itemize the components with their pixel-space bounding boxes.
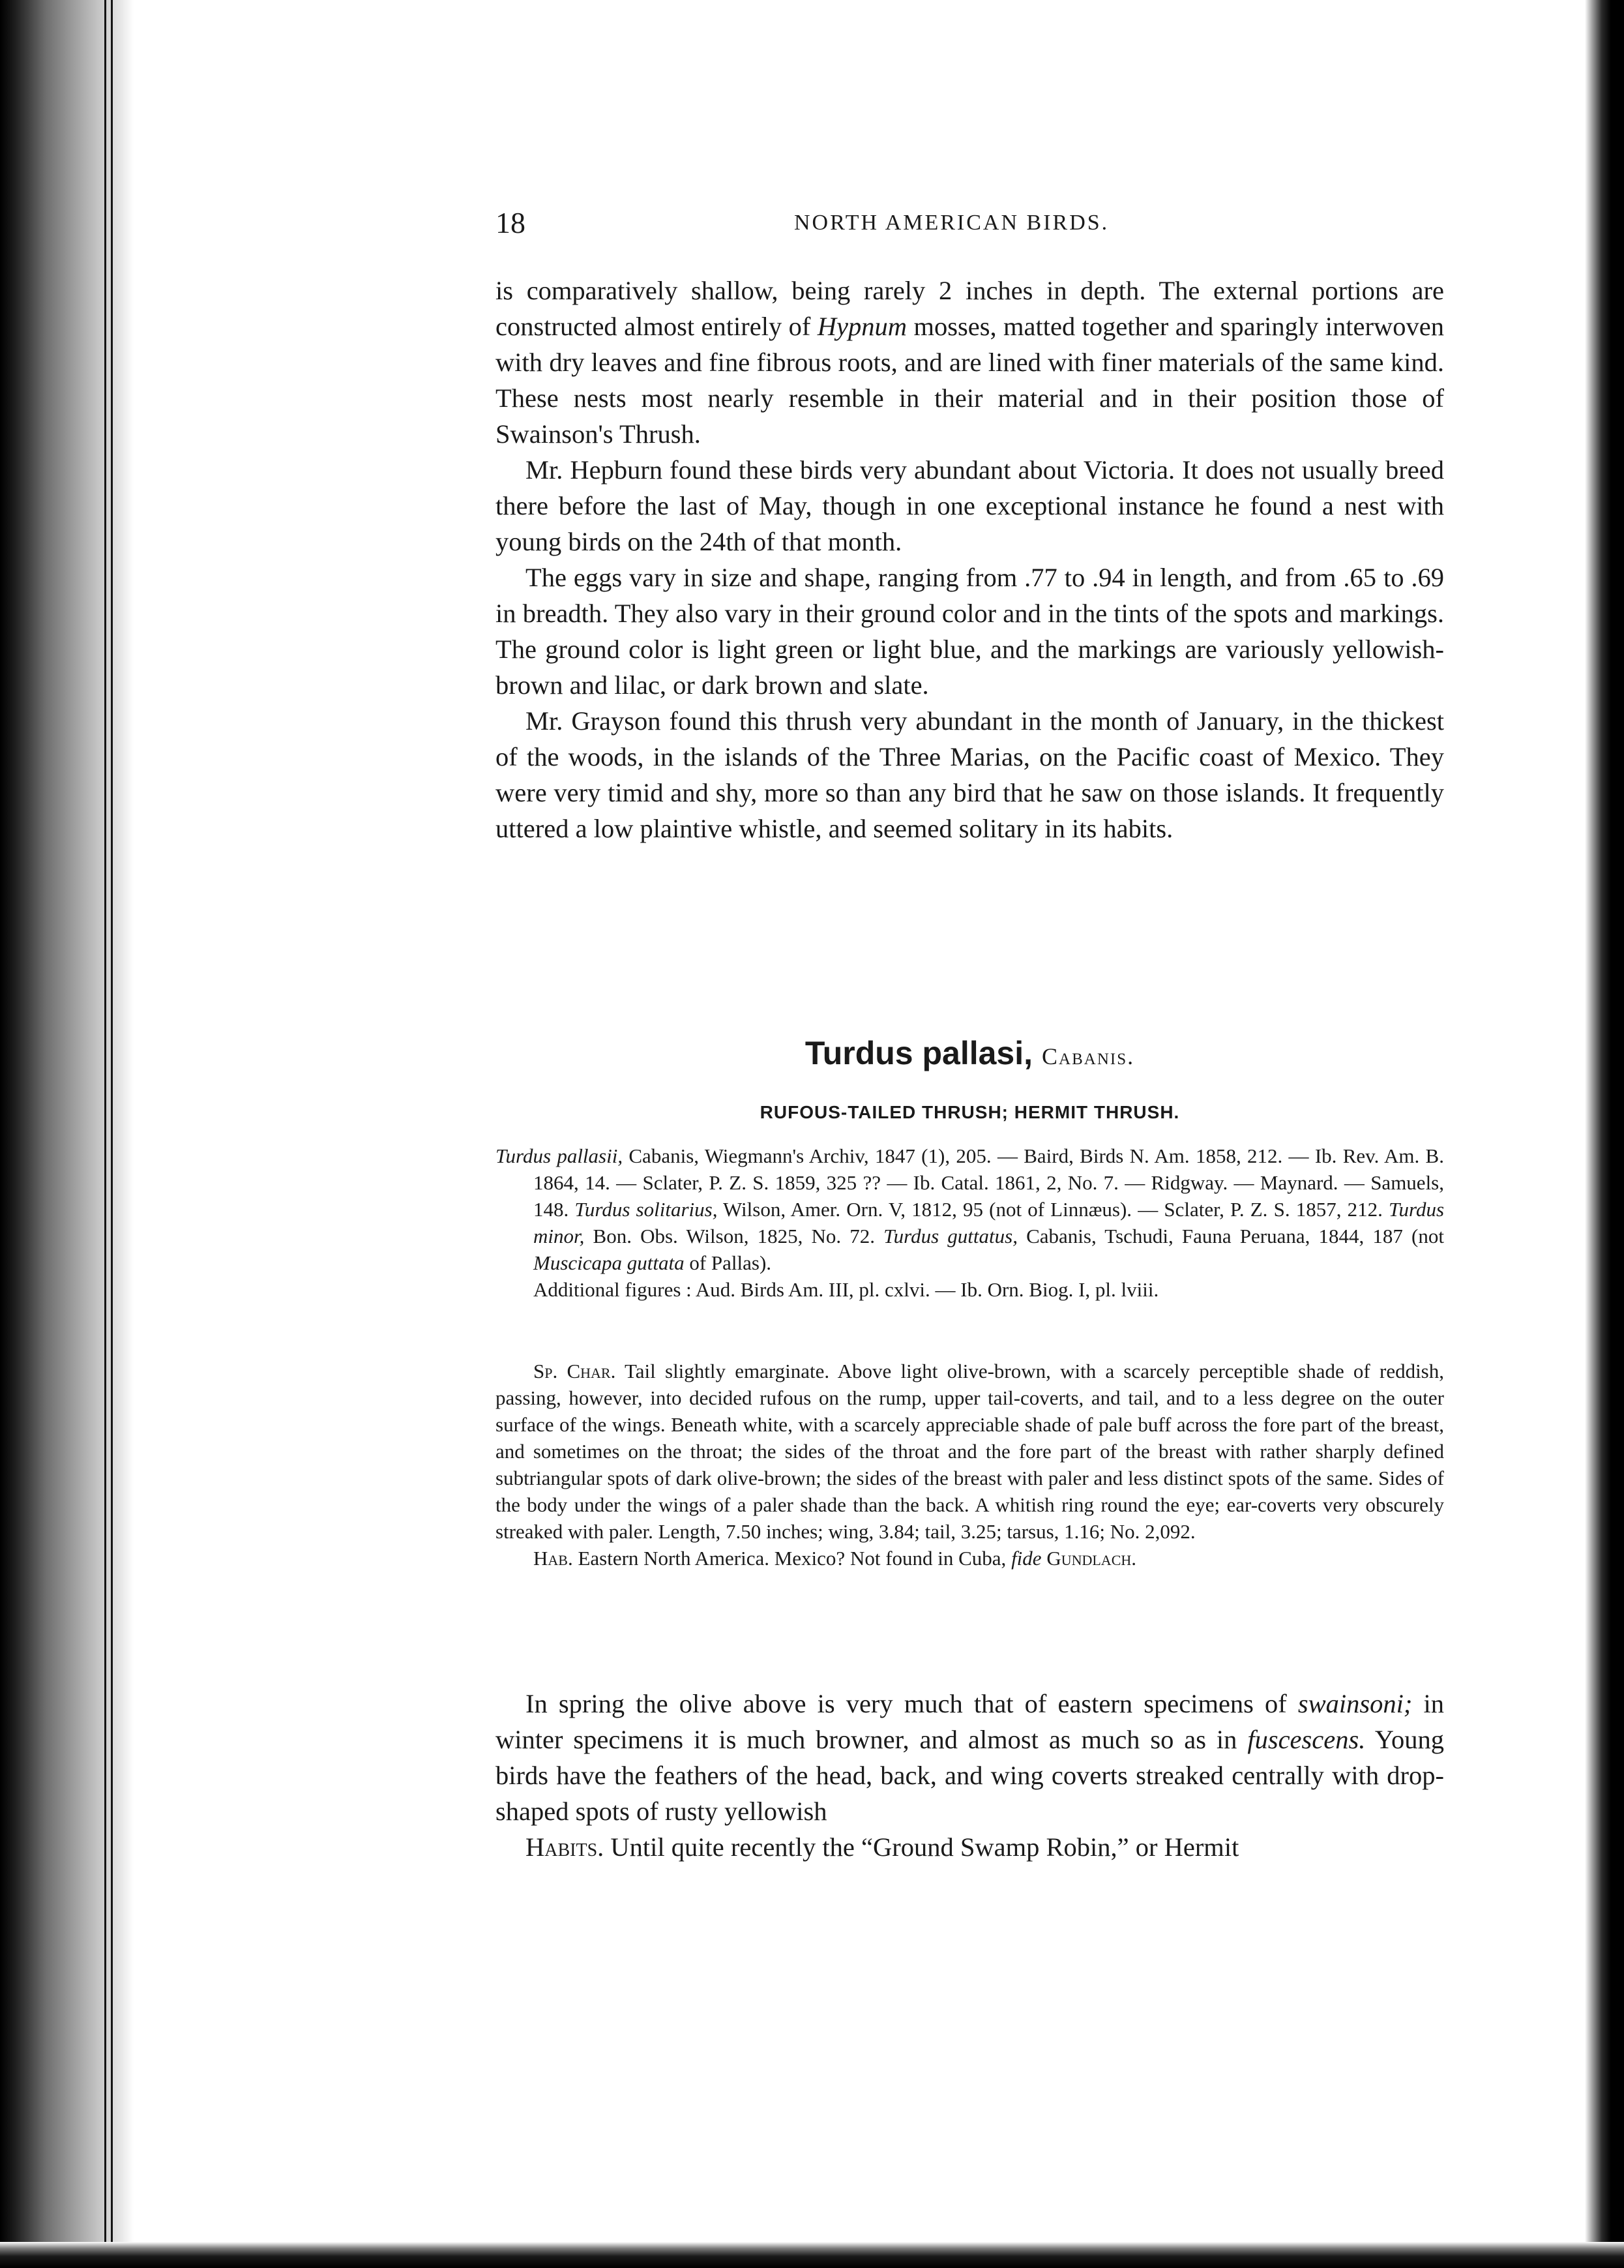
synonymy-list: Turdus pallasii, Cabanis, Wiegmann's Archiv, 1847 (1), 205. — Baird, Birds N. Am. 1858, 212. — Ib. Rev. Am. B. 1864, 14. — Sclater, P. Z. S. 1859, 325 ?? — Ib. Catal. 1861, 2, No. 7. — Ridgway. — Maynard. — Samuels, 148. Turdus solitarius, Wilson, Amer. Orn. V, 1812, 95 (not of Linnæus). — Sclater, P. Z. S. 1857, 212. Turdus minor, Bon. Obs. Wilson, 1825, No. 72. Turdus guttatus, Cabanis, Tschudi, Fauna Peruana, 1844, 187 (not Muscicapa guttata of Pallas). <box>495 1144 1445 1274</box>
body-text-bottom <box>495 1686 1444 1865</box>
species-heading <box>495 1034 1444 1072</box>
common-name: RUFOUS-TAILED THRUSH; HERMIT THRUSH. <box>760 1102 1180 1122</box>
paragraph-plumage: In spring the olive above is very much that of eastern specimens of swainsoni; in winter specimens it is much browner, and almost as much so as in fuscescens. Young birds have the feathers of the head, back, and wing coverts streaked centrally with drop-shaped spots of rusty yellowish <box>495 1689 1444 1826</box>
paragraph-habits: Habits. Until quite recently the “Ground Swamp Robin,” or Hermit <box>525 1832 1239 1862</box>
synonymy-block <box>495 1142 1444 1303</box>
page-number: 18 <box>495 206 525 239</box>
running-head: NORTH AMERICAN BIRDS. <box>794 211 1110 235</box>
page-header <box>495 205 1447 245</box>
page-edge-bottom <box>0 2242 1624 2268</box>
book-gutter-left <box>0 0 134 2268</box>
paragraph-nest-description: is comparatively shallow, being rarely 2 inches in depth. The external portions are constructed almost entirely of Hypnum mosses, matted together and sparingly interwoven with dry leaves and fine fibrous roots, and are lined with finer materials of the same kind. These nests most nearly resemble in their material and in their position those of Swainson's Thrush. <box>495 276 1444 449</box>
characters-paragraph: Sp. Char. Tail slightly emarginate. Above light olive-brown, with a scarcely perceptible shade of reddish, passing, however, into decided rufous on the rump, upper tail-coverts, and tail, and to a less degree on the outer surface of the wings. Beneath white, with a scarcely appreciable shade of pale buff across the fore part of the breast, and sometimes on the throat; the sides of the throat and the fore part of the breast with rather sharply defined subtriangular spots of dark olive-brown; the sides of the breast with paler and less distinct spots of the same. Sides of the body under the wings of a paler shade than the back. A whitish ring round the eye; ear-coverts very obscurely streaked with paler. Length, 7.50 inches; wing, 3.84; tail, 3.25; tarsus, 1.16; No. 2,092. <box>495 1360 1444 1543</box>
habitat-paragraph: Hab. Eastern North America. Mexico? Not found in Cuba, fide Gundlach. <box>533 1547 1137 1570</box>
species-name: Turdus pallasi, <box>805 1035 1033 1071</box>
species-authority: Cabanis. <box>1042 1043 1135 1069</box>
species-characters <box>495 1358 1444 1572</box>
additional-figures: Additional figures : Aud. Birds Am. III, pl. cxlvi. — Ib. Orn. Biog. I, pl. lviii. <box>533 1278 1159 1301</box>
paragraph-hepburn: Mr. Hepburn found these birds very abundant about Victoria. It does not usually breed there before the last of May, though in one exceptional instance he found a nest with young birds on the 24th of that month. <box>495 455 1444 556</box>
paragraph-grayson: Mr. Grayson found this thrush very abundant in the month of January, in the thickest of the woods, in the islands of the Three Marias, on the Pacific coast of Mexico. They were very timid and shy, more so than any bird that he saw on those islands. It frequently uttered a low plaintive whistle, and seemed solitary in its habits. <box>495 706 1444 843</box>
body-text-top <box>495 273 1444 846</box>
page-edge-right <box>1585 0 1624 2268</box>
paragraph-eggs: The eggs vary in size and shape, ranging from .77 to .94 in length, and from .65 to .69 in breadth. They also vary in their ground color and in the tints of the spots and markings. The ground color is light green or light blue, and the markings are variously yellowish-brown and lilac, or dark brown and slate. <box>495 563 1444 700</box>
